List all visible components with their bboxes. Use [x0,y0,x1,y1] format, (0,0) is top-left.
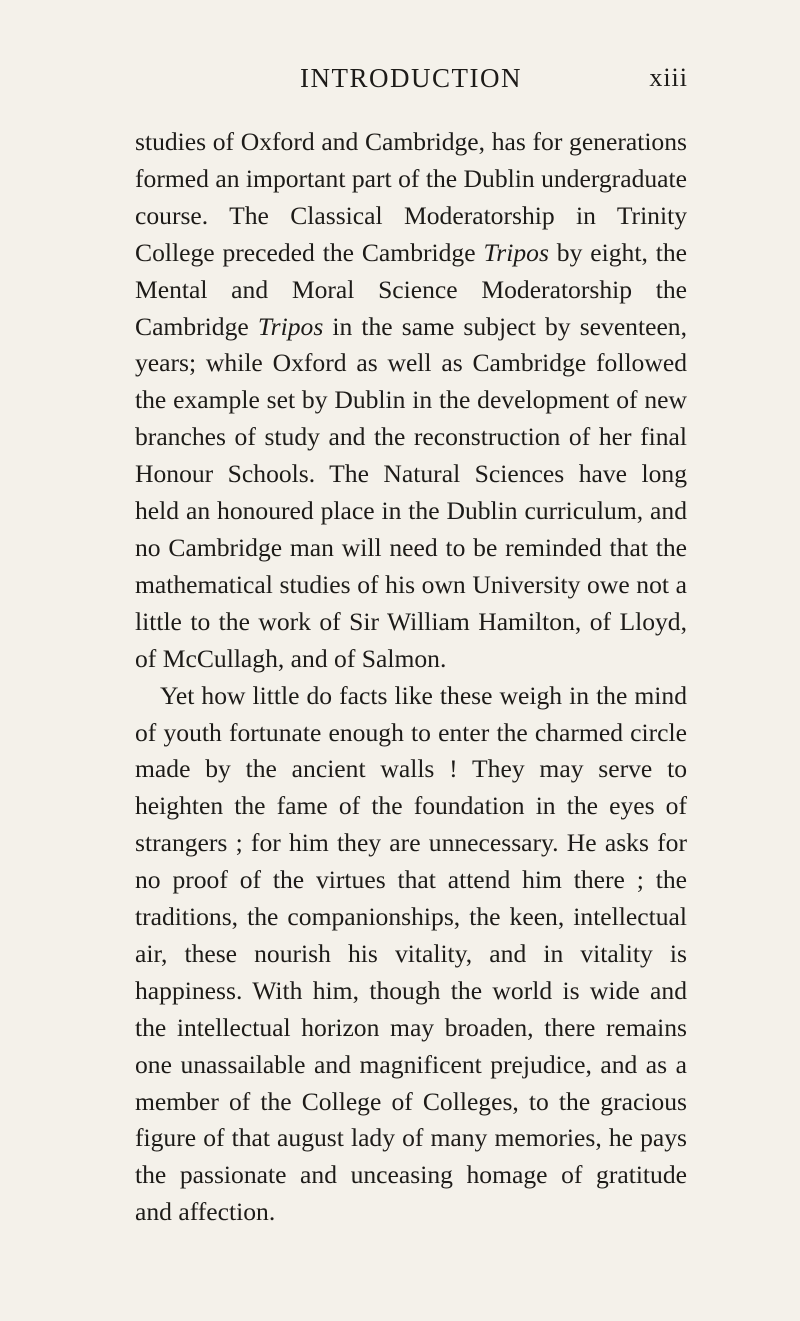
page-number: xiii [649,63,688,92]
italic-tripos-1: Tripos [483,237,549,267]
body-text [135,124,687,1231]
chapter-title: INTRODUCTION [300,63,522,93]
italic-tripos-2: Tripos [257,311,324,341]
paragraph-1-run-3: by eight, the Mental and Moral Science Moderatorship the Cambridge [135,237,687,341]
paragraph-1-run-1: studies of Oxford and Cambridge, has for generations formed an important part of the Dublin undergraduate course. The Classical Moderatorship in Trinity College preceded the Cambridge [135,127,687,267]
running-head [135,58,687,98]
paragraph-1 [135,124,687,678]
paragraph-1-run-5: in the same subject by seventeen, years; while Oxford as well as Cambridge followed the example set by Dublin in the development of new branches of study and the reconstruction of her final Honour Schools. The Natural Sciences have long held an honoured place in the Dublin curriculum, and no Cambridge man will need to be reminded that the mathematical studies of his own University owe not a little to the work of Sir William Hamilton, of Lloyd, of McCullagh, and of Salmon. [135,311,687,673]
paragraph-2: Yet how little do facts like these weigh in the mind of youth fortunate enough to enter the charmed circle made by the ancient walls ! They may serve to heighten the fame of the foundation in the eyes of strangers ; for him they are unnecessary. He asks for no proof of the virtues that attend him there ; the traditions, the companionships, the keen, intellectual air, these nourish his vitality, and in vitality is happiness. With him, though the world is wide and the intellectual horizon may broaden, there remains one unassailable and magnificent prejudice, and as a member of the College of Colleges, to the gracious figure of that august lady of many memories, he pays the passionate and unceasing homage of gratitude and affection. [135,680,687,1227]
